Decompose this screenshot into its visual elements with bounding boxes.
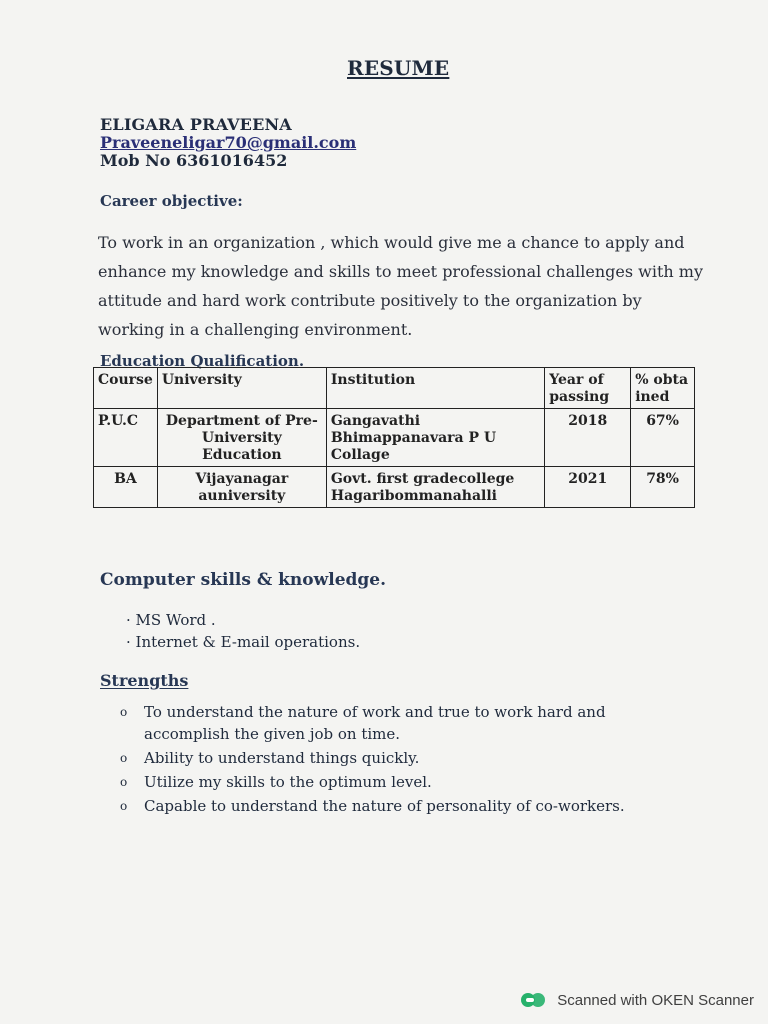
- list-item: · MS Word .: [126, 611, 216, 629]
- institution-cell: Gangavathi Bhimappanavara P U Collage: [326, 409, 544, 467]
- computer-skills-heading: Computer skills & knowledge.: [100, 570, 387, 590]
- list-item: [120, 701, 630, 745]
- course-cell: BA: [94, 467, 158, 508]
- institution-cell: Govt. first gradecollege Hagaribommanahalli: [326, 467, 544, 508]
- institution-column-header: Institution: [326, 368, 544, 409]
- percent-column-header: % obta ined: [631, 368, 695, 409]
- strength-text: Ability to understand things quickly.: [144, 749, 420, 767]
- computer-skills-list: [126, 609, 360, 653]
- education-table: [93, 367, 695, 508]
- university-cell: Vijayanagar auniversity: [157, 467, 326, 508]
- percent-cell: 67%: [631, 409, 695, 467]
- list-item: [120, 747, 630, 769]
- strength-text: Utilize my skills to the optimum level.: [144, 773, 432, 791]
- bullet-icon: o: [120, 751, 128, 765]
- bullet-icon: o: [120, 705, 128, 719]
- course-cell: P.U.C: [94, 409, 158, 467]
- list-item: · Internet & E-mail operations.: [126, 633, 361, 651]
- list-item: [120, 771, 630, 793]
- computer-skill-text: MS Word .: [135, 611, 216, 629]
- page-title: RESUME: [347, 56, 450, 80]
- bullet-icon: o: [120, 775, 128, 789]
- university-column-header: University: [157, 368, 326, 409]
- career-objective-heading: Career objective:: [100, 192, 243, 210]
- table-row: [94, 409, 695, 467]
- year-cell: 2018: [545, 409, 631, 467]
- scanner-label: Scanned with OKEN Scanner: [557, 991, 754, 1009]
- computer-skill-text: Internet & E-mail operations.: [135, 633, 361, 651]
- scanner-watermark: [521, 991, 754, 1009]
- list-item: [120, 795, 630, 817]
- education-header-row: [94, 368, 695, 409]
- year-column-header: Year of passing: [545, 368, 631, 409]
- course-column-header: Course: [94, 368, 158, 409]
- strength-text: To understand the nature of work and true to work hard and accomplish the given job on time.: [144, 703, 606, 743]
- strengths-list: [120, 701, 630, 819]
- university-cell: Department of Pre-University Education: [157, 409, 326, 467]
- career-objective-text: To work in an organization , which would give me a chance to apply and enhance my knowledge and skills to meet professional challenges with my attitude and hard work contribute positively to the organization by working in a challenging environment.: [98, 233, 703, 339]
- candidate-name: ELIGARA PRAVEENA: [100, 115, 292, 134]
- strengths-heading: Strengths: [100, 671, 189, 690]
- table-row: [94, 467, 695, 508]
- bullet-icon: o: [120, 799, 128, 813]
- education-heading: Education Qualification.: [100, 352, 305, 370]
- oken-scanner-icon: [521, 991, 549, 1009]
- mobile-number: Mob No 6361016452: [100, 151, 288, 170]
- strength-text: Capable to understand the nature of personality of co-workers.: [144, 797, 625, 815]
- year-cell: 2021: [545, 467, 631, 508]
- percent-cell: 78%: [631, 467, 695, 508]
- email-link[interactable]: Praveeneligar70@gmail.com: [100, 133, 357, 152]
